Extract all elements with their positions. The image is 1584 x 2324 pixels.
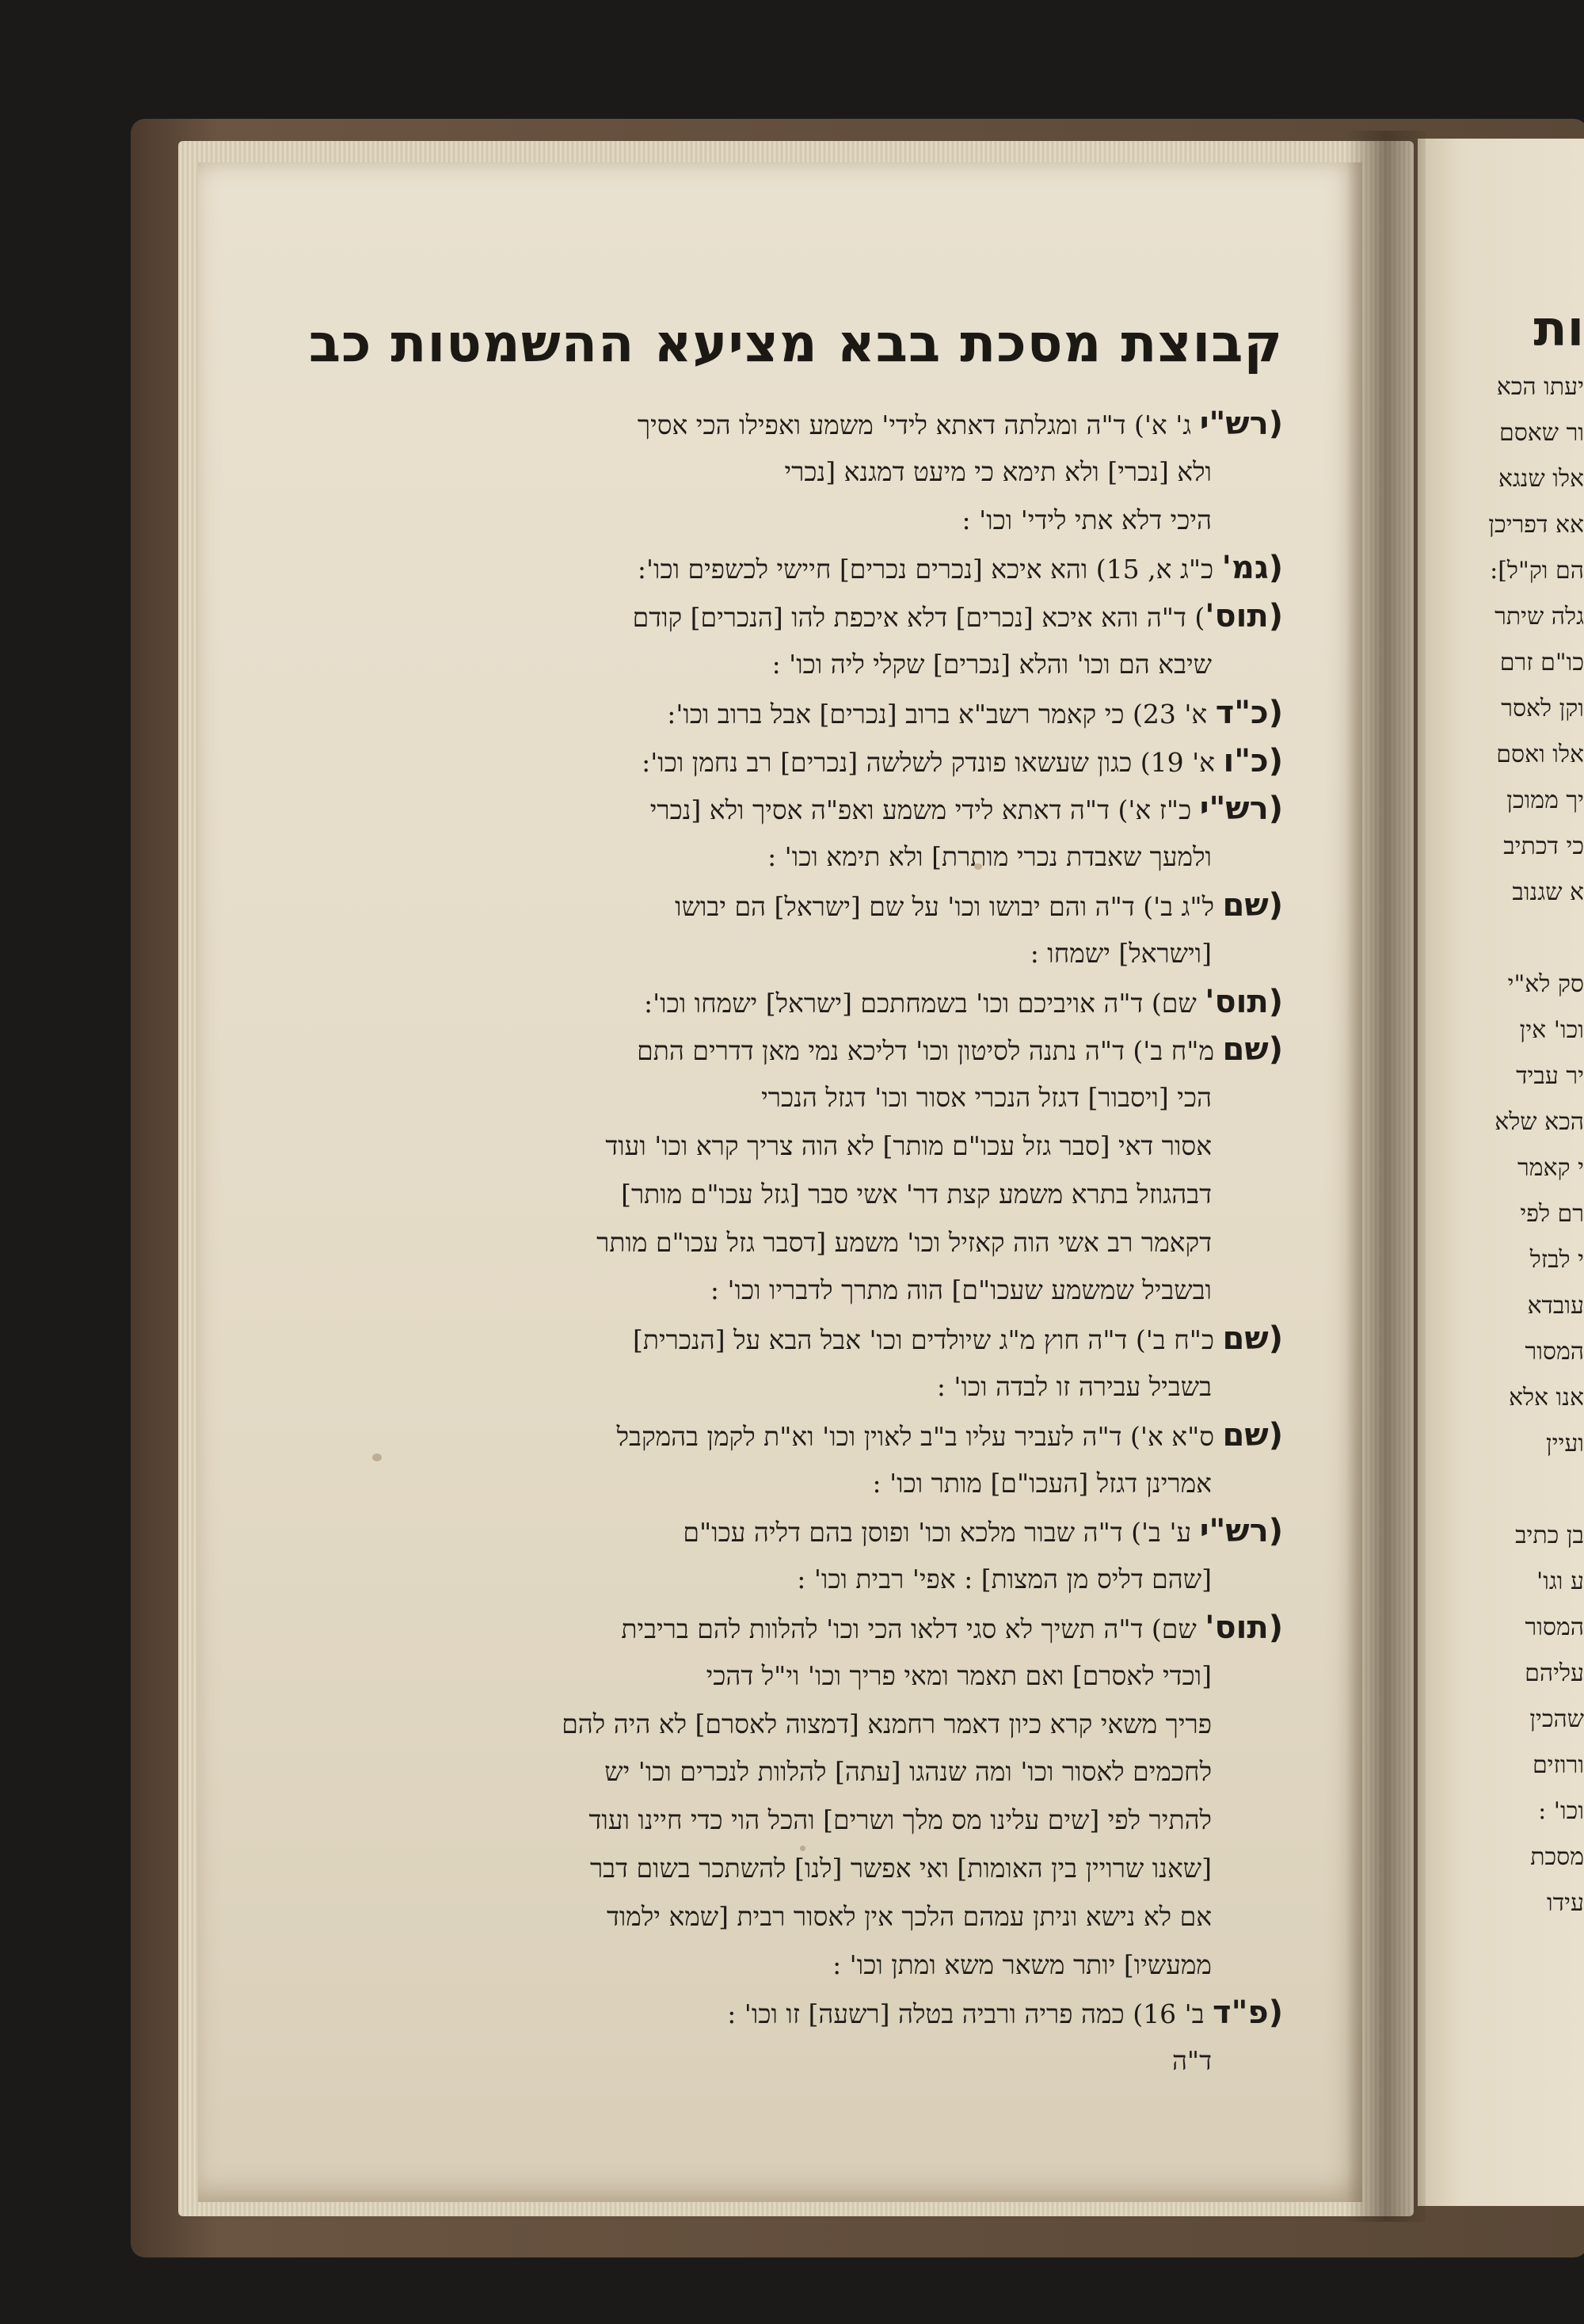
entry-text: היכי דלא אתי לידי' וכו' : xyxy=(961,504,1212,535)
text-line xyxy=(380,1748,1283,1796)
text-line xyxy=(380,592,1283,641)
text-line xyxy=(380,1796,1283,1845)
right-page-title-fragment: ות xyxy=(1533,299,1584,357)
text-line xyxy=(380,882,1283,930)
text-line xyxy=(380,2037,1283,2086)
right-page-line: המסור xyxy=(1525,1338,1584,1366)
right-page-line: הכא שלא xyxy=(1495,1108,1584,1136)
text-line xyxy=(380,1074,1283,1122)
right-page-line: יר עביד xyxy=(1516,1062,1584,1090)
entry-label: (פ"ד xyxy=(1213,1994,1283,2032)
entry-text: שם) ד"ה תשיך לא סגי דלאו הכי וכו' להלוות להם בריבית xyxy=(621,1613,1205,1644)
entry-text: אם לא נישא וניתן עמהם הלכך אין לאסור רבית [שמא ילמוד xyxy=(606,1900,1212,1932)
text-line xyxy=(380,1893,1283,1941)
paper-speck xyxy=(800,1846,805,1851)
right-page-line: יך ממוכן xyxy=(1506,787,1584,814)
text-line xyxy=(380,1171,1283,1219)
text-line xyxy=(380,1989,1283,2037)
text-line xyxy=(380,1267,1283,1315)
entry-label: (שם xyxy=(1222,1320,1283,1358)
text-line xyxy=(380,1507,1283,1556)
text-line xyxy=(380,785,1283,833)
entry-label: (רש"י xyxy=(1199,406,1283,442)
entry-label: (תוס' xyxy=(1205,983,1283,1020)
right-page-line xyxy=(1426,916,1584,962)
entry-text: ג' א') ד"ה ומגלתה דאתא לידי' משמע ואפילו הכי אסיך xyxy=(637,410,1200,440)
entry-text: ד"ה xyxy=(1171,2045,1212,2077)
entry-text: כ"ג א, 15) והא איכא [נכרים נכרים] חיישי לכשפים וכו': xyxy=(637,554,1222,585)
right-page-line: סק לא"י xyxy=(1507,970,1584,998)
entry-text: להתיר לפי [שים עלינו מס מלך ושרים] והכל הוי כדי חיינו ועוד xyxy=(588,1804,1212,1836)
paper-speck xyxy=(974,863,982,870)
entry-text: [שהם דליס מן המצות] : אפי' רבית וכו' : xyxy=(797,1564,1212,1595)
entry-text: א' 19) כגון שעשאו פונדק לשלשה [נכרים] רב נחמן וכו': xyxy=(642,746,1224,778)
right-page-line: עובדא xyxy=(1527,1292,1584,1320)
right-page-line: כו"ם זרם xyxy=(1499,649,1584,676)
entry-text: א' 23) כי קאמר רשב"א ברוב [נכרים] אבל ברוב וכו': xyxy=(667,698,1216,730)
text-line xyxy=(380,1845,1283,1893)
entry-label: (גמ' xyxy=(1221,550,1283,587)
entry-label: (תוס' xyxy=(1205,1609,1283,1646)
text-line xyxy=(380,833,1283,882)
entry-text: אמרינן דגזל [העכו"ם] מותר וכו' : xyxy=(872,1467,1212,1499)
entry-text: [שאנו שרויין בין האומות] ואי אפשר [לנו] להשתכר בשום דבר xyxy=(589,1852,1212,1884)
page-title: קבוצת מסכת בבא מציעא ההשמטות כב xyxy=(308,313,1283,374)
entry-text: שם) ד"ה אויביכם וכו' בשמחתכם [ישראל] ישמחו וכו': xyxy=(643,987,1205,1019)
right-page-text xyxy=(1426,293,1584,1926)
entry-text: ) ד"ה והא איכא [נכרים] דלא איכפת להו [הנכרים] קודם xyxy=(632,602,1205,634)
text-line xyxy=(380,1122,1283,1171)
right-page-line: וכו' : xyxy=(1538,1797,1584,1825)
text-line xyxy=(380,689,1283,737)
main-text xyxy=(380,400,1283,2086)
entry-text: כ"ח ב') ד"ה חוץ מ"ג שיולדים וכו' אבל הבא על [הנכרית] xyxy=(633,1324,1223,1356)
entry-label: (שם xyxy=(1222,1416,1283,1453)
entry-text: כ"ז א') ד"ה דאתא לידי משמע ואפ"ה אסיך ולא [נכרי xyxy=(649,794,1200,826)
text-line xyxy=(380,544,1283,592)
entry-label: (רש"י xyxy=(1199,1513,1283,1550)
right-page-line: יעתו הכא xyxy=(1496,373,1584,401)
text-line xyxy=(380,978,1283,1027)
right-page-line: עידו xyxy=(1547,1889,1584,1917)
entry-text: שיבא הם וכו' והלא [נכרים] שקלי ליה וכו' : xyxy=(771,648,1212,680)
right-page-line: גלה שיתר xyxy=(1495,603,1584,631)
right-page-line: בן כתיב xyxy=(1515,1522,1584,1549)
right-page-line: ע וגו' xyxy=(1536,1568,1584,1595)
entry-text: דקאמר רב אשי הוה קאזיל וכו' משמע [דסבר גזל עכו"ם מותר xyxy=(596,1226,1212,1258)
text-line xyxy=(380,1363,1283,1412)
entry-label: (כ"ד xyxy=(1215,694,1283,731)
right-page-line: המסור xyxy=(1525,1613,1584,1641)
right-page-line: אלו שנגא xyxy=(1498,465,1584,493)
right-page-line: י קאמר xyxy=(1517,1154,1584,1182)
entry-text: לחכמים לאסור וכו' ומה שנהגו [עתה] להלוות לנכרים וכו' יש xyxy=(604,1756,1212,1788)
right-page-line: עליהם xyxy=(1525,1659,1584,1687)
entry-text: [וישראל] ישמחו : xyxy=(1030,937,1212,969)
entry-label: (שם xyxy=(1222,886,1283,924)
text-line xyxy=(380,1941,1283,1990)
paper-speck xyxy=(372,1453,382,1461)
entry-label: (שם xyxy=(1222,1031,1283,1069)
entry-text: ממעשיו] יותר משאר משא ומתן וכו' : xyxy=(832,1949,1212,1980)
book-gutter xyxy=(1346,131,1426,2222)
right-page-line: מסכת xyxy=(1530,1843,1584,1871)
entry-text: מ"ח ב') ד"ה נתנה לסיטון וכו' דליכא נמי מאן דדרים התם xyxy=(637,1035,1223,1067)
entry-text: פריך משאי קרא כיון דאמר רחמנא [דמצוה לאסרם] לא היה להם xyxy=(562,1708,1212,1739)
entry-text: הכי [ויסבור] דגזל הנכרי אסור וכו' דגזל הנכרי xyxy=(761,1082,1212,1114)
right-page-line: אא דפריכן xyxy=(1488,511,1584,539)
entry-text: ס"א א') ד"ה לעביר עליו ב"ב לאוין וכו' וא"ת לקמן בהמקבל xyxy=(616,1420,1223,1452)
text-line xyxy=(380,1652,1283,1701)
right-page-line xyxy=(1426,1467,1584,1513)
text-line xyxy=(380,1219,1283,1267)
right-page-line: ור שאסם xyxy=(1499,419,1584,447)
text-line xyxy=(380,1604,1283,1652)
entry-label: (תוס' xyxy=(1205,598,1283,635)
text-line xyxy=(380,400,1283,448)
entry-text: ובשביל שמשמע שעכו"ם] הוה מתרך לדבריו וכו' : xyxy=(710,1274,1212,1306)
right-page-line: כי דכתיב xyxy=(1503,832,1584,860)
entry-text: ולא [נכרי] ולא תימא כי מיעט דמגנא [נכרי xyxy=(784,455,1212,487)
right-page-line: אנו אלא xyxy=(1508,1384,1584,1412)
right-page-line: ורוזים xyxy=(1532,1751,1584,1779)
right-page-line: רם לפי xyxy=(1520,1200,1584,1228)
entry-text: ולמעך שאבדת נכרי מותרת] ולא תימא וכו' : xyxy=(767,841,1212,873)
text-line xyxy=(380,1315,1283,1363)
right-page-line: א שגנוב xyxy=(1512,878,1584,906)
entry-text: [וכדי לאסרם] ואם תאמר ומאי פריך וכו' וי"ל דהכי xyxy=(706,1659,1212,1691)
text-line xyxy=(380,1556,1283,1604)
text-line xyxy=(380,1701,1283,1749)
text-line xyxy=(380,930,1283,978)
entry-text: בשביל עבירה זו לבדה וכו' : xyxy=(936,1370,1212,1402)
entry-text: אסור דאי [סבר גזל עכו"ם מותר] לא הוה צריך קרא וכו' ועוד xyxy=(605,1130,1212,1161)
entry-text: ל"ג ב') ד"ה והם יבושו וכו' על שם [ישראל] הם יבושו xyxy=(675,890,1223,922)
right-page-line: וקן לאסר xyxy=(1501,695,1584,722)
right-page-line: וכו' אין xyxy=(1519,1016,1584,1044)
right-page-line: שהכין xyxy=(1529,1705,1584,1733)
text-line xyxy=(380,497,1283,545)
right-page-line: אלו ואסם xyxy=(1496,741,1584,768)
right-page-line: הם וק"ל]: xyxy=(1490,557,1584,585)
entry-text: דבהגוזל בתרא משמע קצת דר' אשי סבר [גזל עכו"ם מותר] xyxy=(621,1178,1212,1210)
text-line xyxy=(380,448,1283,497)
text-line xyxy=(380,1460,1283,1508)
text-line xyxy=(380,1026,1283,1074)
entry-label: (רש"י xyxy=(1199,791,1283,828)
right-page-line: י לבזל xyxy=(1529,1246,1584,1274)
right-page-line: ועיין xyxy=(1545,1430,1584,1457)
text-line xyxy=(380,1412,1283,1460)
entry-label: (כ"ו xyxy=(1223,742,1283,779)
entry-text: ע' ב') ד"ה שבור מלכא וכו' ופוסן בהם דליה עכו"ם xyxy=(683,1517,1200,1549)
entry-text: ב' 16) כמה פריה ורביה בטלה [רשעה] זו וכו' : xyxy=(727,1998,1213,2030)
text-line xyxy=(380,737,1283,786)
text-line xyxy=(380,641,1283,689)
